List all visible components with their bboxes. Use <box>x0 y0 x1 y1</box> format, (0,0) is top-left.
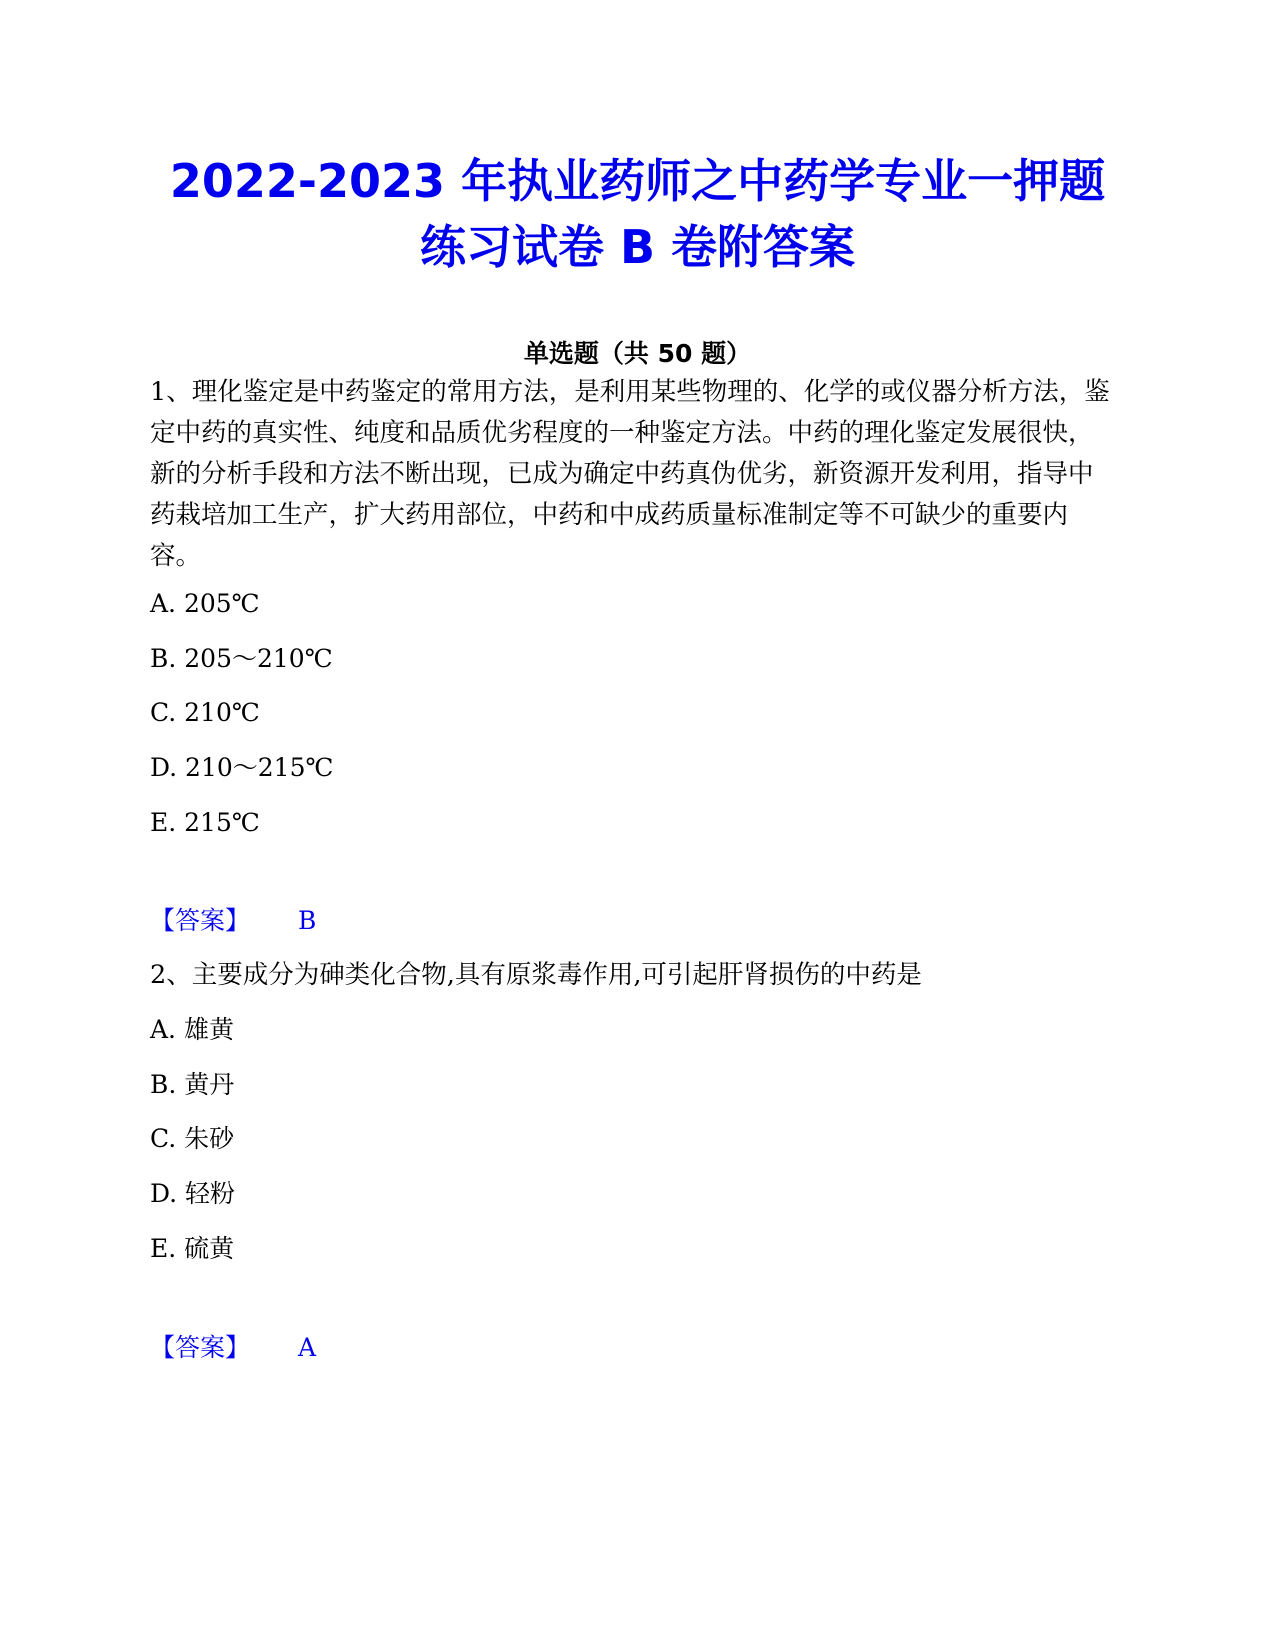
question-1-option-d: D. 210～215℃ <box>150 753 334 782</box>
question-2-option-c: C. 朱砂 <box>150 1124 235 1153</box>
document-title-line-1: 2022-2023 年执业药师之中药学专业一押题 <box>169 154 1106 208</box>
question-2-option-e: E. 硫黄 <box>150 1234 235 1263</box>
question-2-option-b: B. 黄丹 <box>150 1070 235 1099</box>
question-2-option-a: A. 雄黄 <box>150 1015 234 1044</box>
answer-value: B <box>298 906 317 935</box>
answer-label: 【答案】 <box>150 906 251 935</box>
answer-label: 【答案】 <box>150 1333 251 1362</box>
question-1-option-c: C. 210℃ <box>150 698 260 727</box>
document-title-line-2: 练习试卷 B 卷附答案 <box>419 220 856 274</box>
question-1-option-a: A. 205℃ <box>150 589 260 618</box>
section-heading: 单选题（共 50 题） <box>523 339 752 368</box>
question-2-text: 2、主要成分为砷类化合物,具有原浆毒作用,可引起肝肾损伤的中药是 <box>150 960 922 990</box>
document-title <box>150 148 1125 280</box>
question-2-option-d: D. 轻粉 <box>150 1179 236 1208</box>
question-1-option-b: B. 205～210℃ <box>150 644 333 673</box>
answer-value: A <box>298 1333 317 1362</box>
question-1-answer <box>150 903 316 939</box>
question-2-answer <box>150 1330 316 1366</box>
question-1-option-e: E. 215℃ <box>150 808 260 837</box>
question-1-text: 1、理化鉴定是中药鉴定的常用方法，是利用某些物理的、化学的或仪器分析方法，鉴定中药的真实性、纯度和品质优劣程度的一种鉴定方法。中药的理化鉴定发展很快，新的分析手段和方法不断出现，已成为确定中药真伪优劣，新资源开发利用，指导中药栽培加工生产，扩大药用部位，中药和中成药质量标准制定等不可缺少的重要内容。 <box>150 377 1110 571</box>
